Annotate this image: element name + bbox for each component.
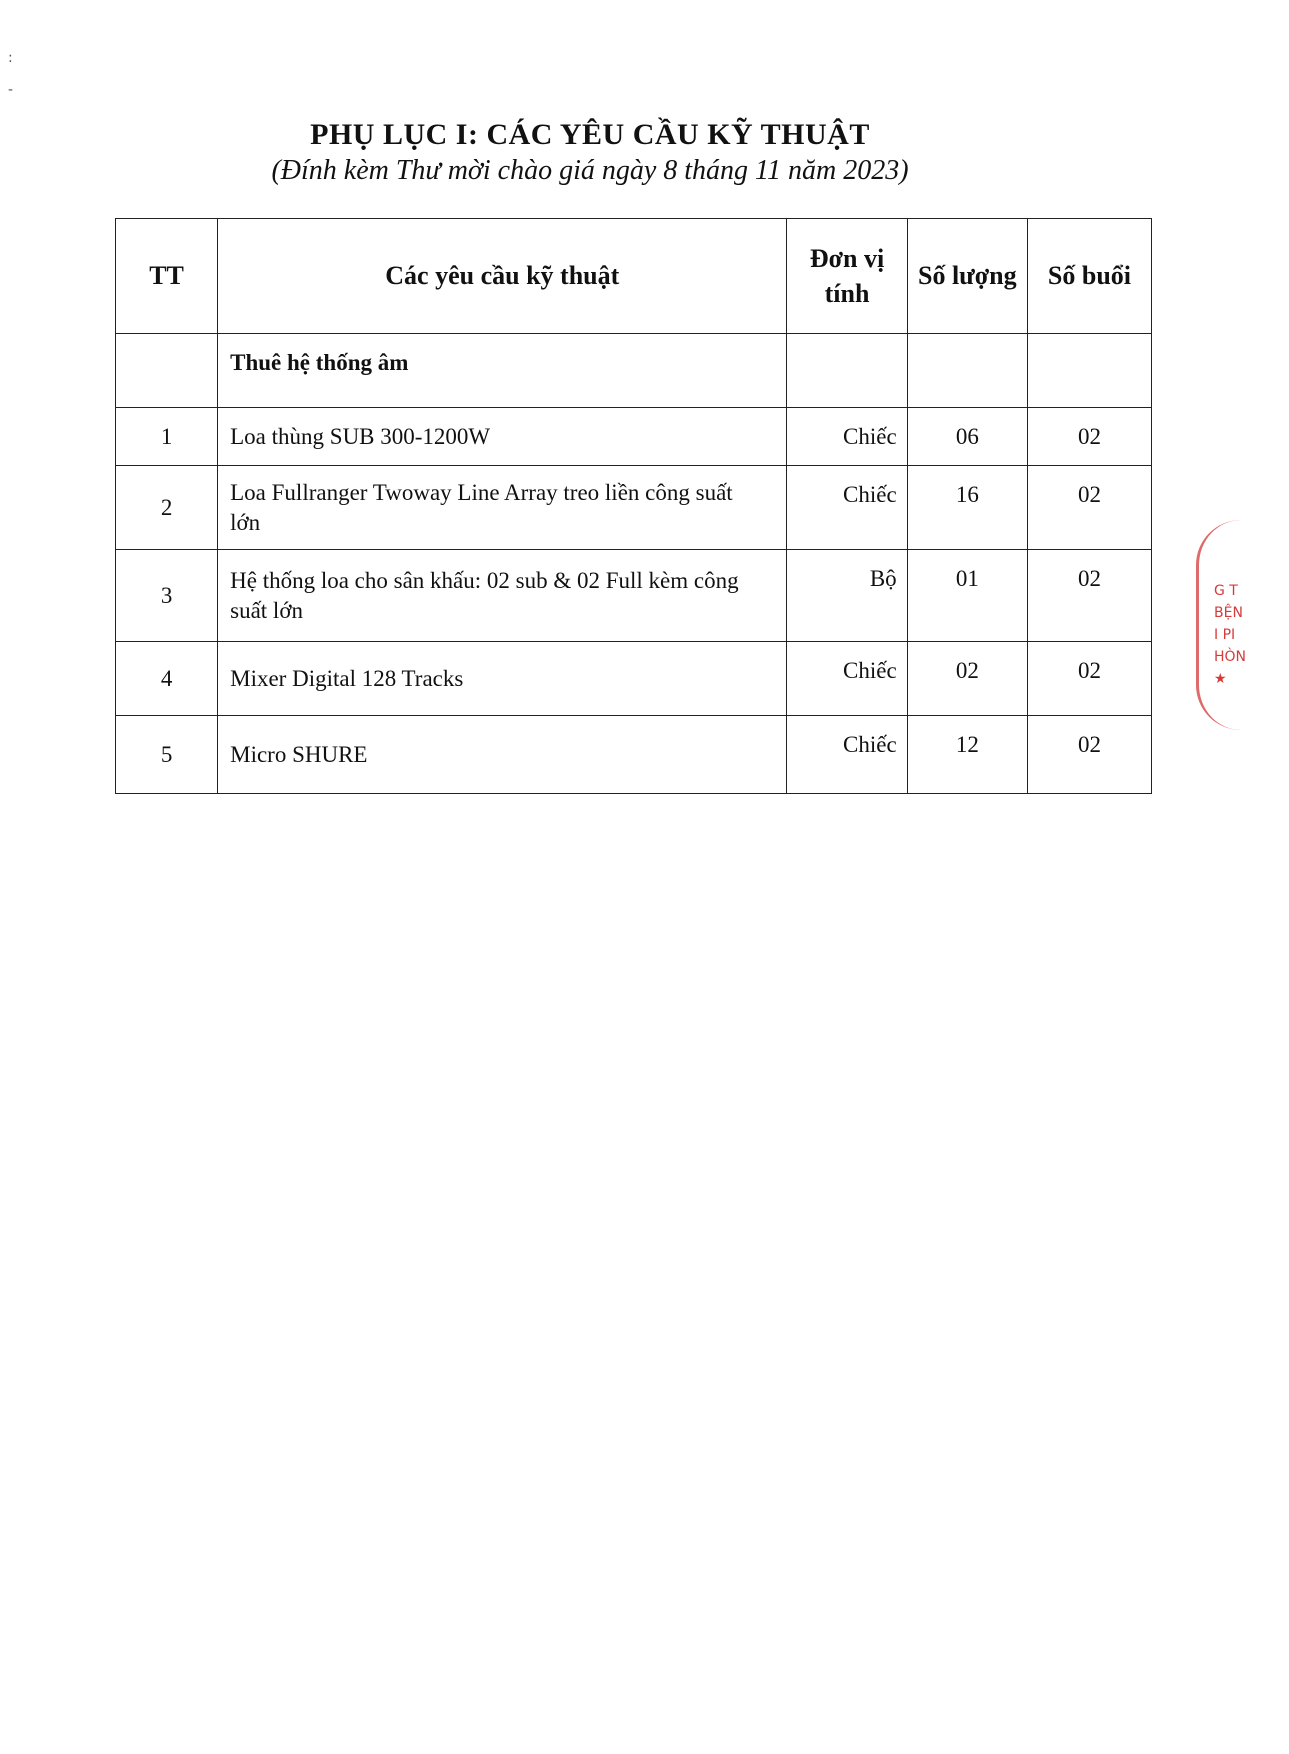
table-row xyxy=(116,466,1152,550)
header-unit: Đơn vị tính xyxy=(787,219,907,334)
stamp-fragment: HÒN xyxy=(1214,649,1247,665)
row-sessions: 02 xyxy=(1027,550,1151,642)
section-tt-cell xyxy=(116,334,218,408)
table-header-row xyxy=(116,219,1152,334)
row-description: Mixer Digital 128 Tracks xyxy=(218,642,787,716)
header-description: Các yêu cầu kỹ thuật xyxy=(218,219,787,334)
requirements-table xyxy=(115,218,1152,794)
section-qty-cell xyxy=(907,334,1027,408)
stamp-fragment: BỆN xyxy=(1214,605,1243,621)
row-tt: 3 xyxy=(116,550,218,642)
star-icon: ★ xyxy=(1214,671,1227,687)
row-unit: Chiếc xyxy=(787,408,907,466)
section-row xyxy=(116,334,1152,408)
row-tt: 1 xyxy=(116,408,218,466)
table-row xyxy=(116,408,1152,466)
row-description: Micro SHURE xyxy=(218,716,787,794)
row-unit: Chiếc xyxy=(787,466,907,550)
row-sessions: 02 xyxy=(1027,642,1151,716)
table-row xyxy=(116,716,1152,794)
header-tt: TT xyxy=(116,219,218,334)
row-quantity: 12 xyxy=(907,716,1027,794)
row-sessions: 02 xyxy=(1027,466,1151,550)
table-row xyxy=(116,550,1152,642)
row-description: Loa thùng SUB 300-1200W xyxy=(218,408,787,466)
section-unit-cell xyxy=(787,334,907,408)
row-description: Hệ thống loa cho sân khấu: 02 sub & 02 Full kèm công suất lớn xyxy=(218,550,787,642)
section-sessions-cell xyxy=(1027,334,1151,408)
row-tt: 5 xyxy=(116,716,218,794)
header-sessions: Số buổi xyxy=(1027,219,1151,334)
row-description: Loa Fullranger Twoway Line Array treo liền công suất lớn xyxy=(218,466,787,550)
row-unit: Bộ xyxy=(787,550,907,642)
row-quantity: 01 xyxy=(907,550,1027,642)
header-quantity: Số lượng xyxy=(907,219,1027,334)
row-tt: 2 xyxy=(116,466,218,550)
row-sessions: 02 xyxy=(1027,408,1151,466)
row-sessions: 02 xyxy=(1027,716,1151,794)
table-row xyxy=(116,642,1152,716)
document-title: PHỤ LỤC I: CÁC YÊU CẦU KỸ THUẬT xyxy=(310,118,870,151)
stamp-fragment: I PI xyxy=(1214,627,1236,643)
scan-marks: : - xyxy=(8,50,14,98)
stamp-text-fragments xyxy=(1214,580,1246,690)
row-quantity: 16 xyxy=(907,466,1027,550)
document-subtitle: (Đính kèm Thư mời chào giá ngày 8 tháng 11 năm 2023) xyxy=(271,155,909,186)
row-tt: 4 xyxy=(116,642,218,716)
stamp-fragment: G T xyxy=(1214,583,1238,599)
row-quantity: 02 xyxy=(907,642,1027,716)
row-quantity: 06 xyxy=(907,408,1027,466)
red-seal-stamp xyxy=(1196,520,1247,730)
row-unit: Chiếc xyxy=(787,642,907,716)
section-title: Thuê hệ thống âm xyxy=(218,334,787,408)
row-unit: Chiếc xyxy=(787,716,907,794)
